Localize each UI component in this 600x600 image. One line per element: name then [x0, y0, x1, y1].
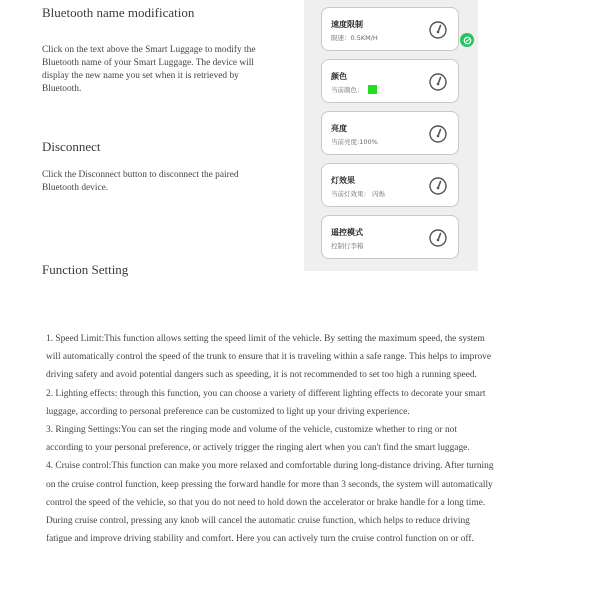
gauge-icon	[428, 228, 448, 248]
bluetooth-name-description	[42, 44, 256, 96]
function-description-list	[46, 330, 566, 548]
app-screenshot-panel	[304, 0, 478, 271]
card-title: 速度限制	[331, 20, 363, 29]
paragraph-line: on the cruise control function, keep pressing the forward handle for more than 3 seconds, the system will automatically	[46, 479, 493, 490]
gauge-icon	[428, 20, 448, 40]
paragraph-line: Bluetooth device.	[42, 183, 109, 193]
color-swatch	[368, 85, 377, 94]
paragraph-line: 2. Lighting effects: through this function, you can choose a variety of different lighting effects to decorate your smart	[46, 388, 486, 399]
brightness-card[interactable]	[321, 111, 459, 155]
card-subtitle: 控制行李箱	[331, 242, 364, 250]
card-subtitle: 当前亮度:100%	[331, 138, 378, 146]
bluetooth-name-heading: Bluetooth name modification	[42, 5, 195, 20]
card-title: 遥控模式	[331, 228, 363, 237]
card-subtitle: 当前颜色：	[331, 85, 377, 94]
light-effect-card[interactable]	[321, 163, 459, 207]
gauge-icon	[428, 176, 448, 196]
disconnect-heading: Disconnect	[42, 139, 101, 154]
speed-limit-card[interactable]	[321, 7, 459, 51]
color-card[interactable]	[321, 59, 459, 103]
paragraph-line: 1. Speed Limit:This function allows setting the speed limit of the vehicle. By setting the maximum speed, the system	[46, 334, 485, 344]
paragraph-line: Click the Disconnect button to disconnect the paired	[42, 170, 239, 180]
paragraph-line: Bluetooth name of your Smart Luggage. The device will	[42, 58, 255, 68]
paragraph-line: Bluetooth.	[42, 84, 82, 94]
card-title: 灯效果	[331, 176, 355, 185]
paragraph-line: 4. Cruise control:This function can make you more relaxed and comfortable during long-distance driving. After turning	[46, 461, 494, 472]
paragraph-line: driving safety and avoid potential dangers such as speeding, it is not recommended to set too high a running speed.	[46, 370, 477, 381]
paragraph-line: according to your personal preference, or actively trigger the ringing alert when you can't find the smart luggage.	[46, 443, 470, 454]
paragraph-line: will automatically control the speed of the trunk to ensure that it is traveling within a safe range. This helps to improve	[46, 352, 492, 363]
paragraph-line: display the new name you set when it is retrieved by	[42, 71, 239, 81]
paragraph-line: fatigue and improve driving stability and comfort. Here you can actively turn the cruise control function on or off.	[46, 534, 474, 545]
paragraph-line: 3. Ringing Settings:You can set the ringing mode and volume of the vehicle, customize whether to ring or not	[46, 425, 457, 436]
card-subtitle: 限速：0.5KM/H	[331, 34, 378, 42]
paragraph-line: control the speed of the vehicle, so that you do not need to hold down the accelerator or brake handle for a long time.	[46, 497, 486, 508]
card-title: 亮度	[331, 124, 347, 133]
gauge-icon	[428, 124, 448, 144]
gauge-icon	[428, 72, 448, 92]
card-subtitle: 当前灯效果： 闪烁	[331, 190, 386, 198]
paragraph-line: Click on the text above the Smart Luggage to modify the	[42, 45, 256, 55]
card-title: 颜色	[331, 72, 347, 81]
paragraph-line: luggage, according to personal preference can be customized to light up your driving experience.	[46, 406, 410, 417]
remote-mode-card[interactable]	[321, 215, 459, 259]
function-setting-heading: Function Setting	[42, 262, 129, 277]
chat-icon[interactable]	[460, 33, 474, 47]
disconnect-description	[42, 169, 239, 195]
paragraph-line: During cruise control, pressing any knob will cancel the automatic cruise function, which helps to reduce driving	[46, 516, 470, 527]
